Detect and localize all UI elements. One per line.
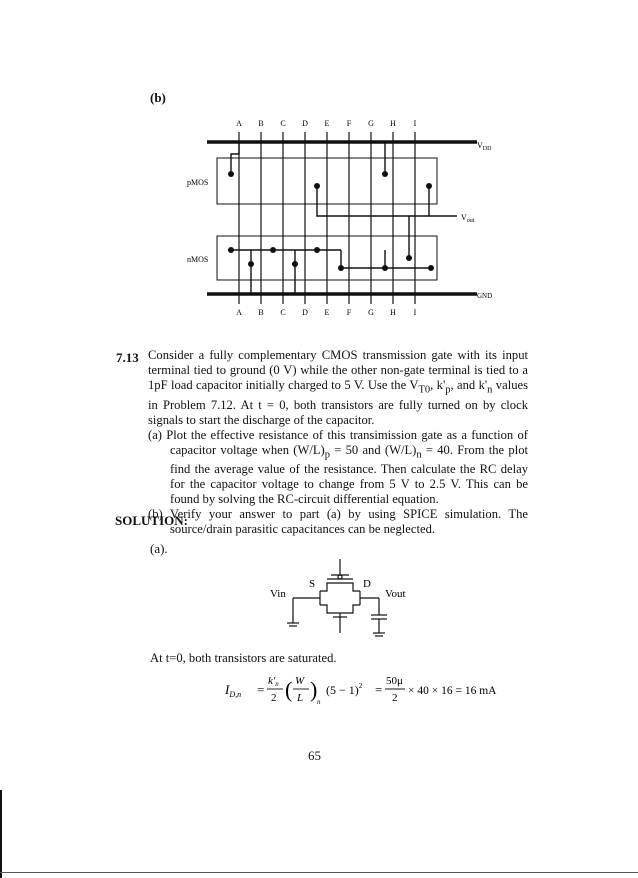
col-label-top: B: [258, 119, 264, 128]
problem-part-a: (a) Plot the effective resistance of this transimission gate as a function of capacitor voltage when $(W/L)_p = 50$ and $(W/L)_n = 40$. From the plot find the average value of the resistance. Then calculate the RC delay for the capacitor voltage to change from 5 V to 2.5 V. This can be found by solving the RC-circuit differential equation.: [148, 427, 528, 507]
bottom-column-labels: [236, 308, 417, 317]
vdd-label: $V_{DD}$: [477, 141, 492, 152]
eq-paren-num: W: [295, 675, 305, 687]
vin-label: Vin: [270, 588, 286, 600]
col-label-top: I: [413, 119, 417, 128]
part-a-label: (a).: [150, 541, 168, 556]
col-label-bottom: H: [390, 308, 396, 317]
eq-middle: $(5 - 1)^2$: [326, 682, 363, 697]
col-label-top: H: [390, 119, 396, 128]
problem-number: 7.13: [116, 350, 139, 365]
col-label-bottom: D: [302, 308, 308, 317]
drain-current-equation: [225, 668, 497, 718]
col-label-top: A: [236, 119, 242, 128]
svg-text:): ): [310, 677, 318, 702]
drain-label: D: [363, 578, 371, 590]
pmos-label: pMOS: [187, 178, 209, 187]
svg-text:=: =: [257, 682, 265, 697]
eq-frac2-num: 50μ: [386, 675, 403, 687]
page-bottom-edge: [0, 872, 638, 873]
transmission-gate-schematic: [265, 555, 425, 647]
vout-label: Vout: [385, 588, 406, 600]
col-label-top: C: [280, 119, 286, 128]
scan-margin-line: [0, 790, 2, 878]
eq-frac1-den: 2: [271, 692, 277, 704]
source-label: S: [309, 578, 316, 590]
vout-label: $V_{out}$: [461, 213, 475, 224]
col-label-top: D: [302, 119, 308, 128]
pmos-wiring: [231, 142, 457, 258]
svg-text:=: =: [375, 682, 383, 697]
gnd-label: GND: [477, 292, 493, 300]
solution-heading: SOLUTION:: [115, 513, 188, 528]
svg-text:(: (: [285, 677, 293, 702]
eq-paren-sub: n: [317, 698, 321, 706]
top-column-labels: [236, 119, 417, 128]
col-label-bottom: I: [413, 308, 417, 317]
col-label-bottom: B: [258, 308, 264, 317]
col-label-bottom: C: [280, 308, 286, 317]
eq-rhs: × 40 × 16 = 16 mA: [408, 685, 497, 697]
col-label-top: E: [324, 119, 330, 128]
nmos-label: nMOS: [187, 255, 209, 264]
problem-intro: Consider a fully complementary CMOS transmission gate with its input terminal tied to ground (0 V) while the other non-gate terminal is tied to a 1pF load capacitor initially charged to 5 V. Use the $V_{T0}$, $k'_p$, and $k'_n$ values in Problem 7.12. At t = 0, both transistors are fully turned on by clock signals to start the discharge of the capacitor.: [148, 348, 528, 427]
col-label-top: F: [346, 119, 352, 128]
eq-frac2-den: 2: [392, 692, 398, 704]
eq-paren-den: L: [297, 692, 304, 704]
col-label-bottom: G: [368, 308, 374, 317]
eq-lhs: $I_{D,n}$: [225, 682, 242, 699]
part-b-label: (b): [150, 90, 166, 105]
problem-statement: [148, 348, 528, 537]
pmos-contacts: [228, 171, 432, 189]
col-label-top: G: [368, 119, 374, 128]
saturation-statement: At t=0, both transistors are saturated.: [150, 651, 337, 665]
col-label-bottom: F: [346, 308, 352, 317]
cmos-layout-diagram: [187, 118, 515, 328]
eq-frac1-num: k'n: [268, 675, 279, 688]
col-label-bottom: E: [324, 308, 330, 317]
col-label-bottom: A: [236, 308, 242, 317]
problem-part-b: (b) Verify your answer to part (a) by using SPICE simulation. The source/drain parasitic capacitances can be neglected.: [148, 507, 528, 537]
page-number: 65: [308, 748, 321, 763]
